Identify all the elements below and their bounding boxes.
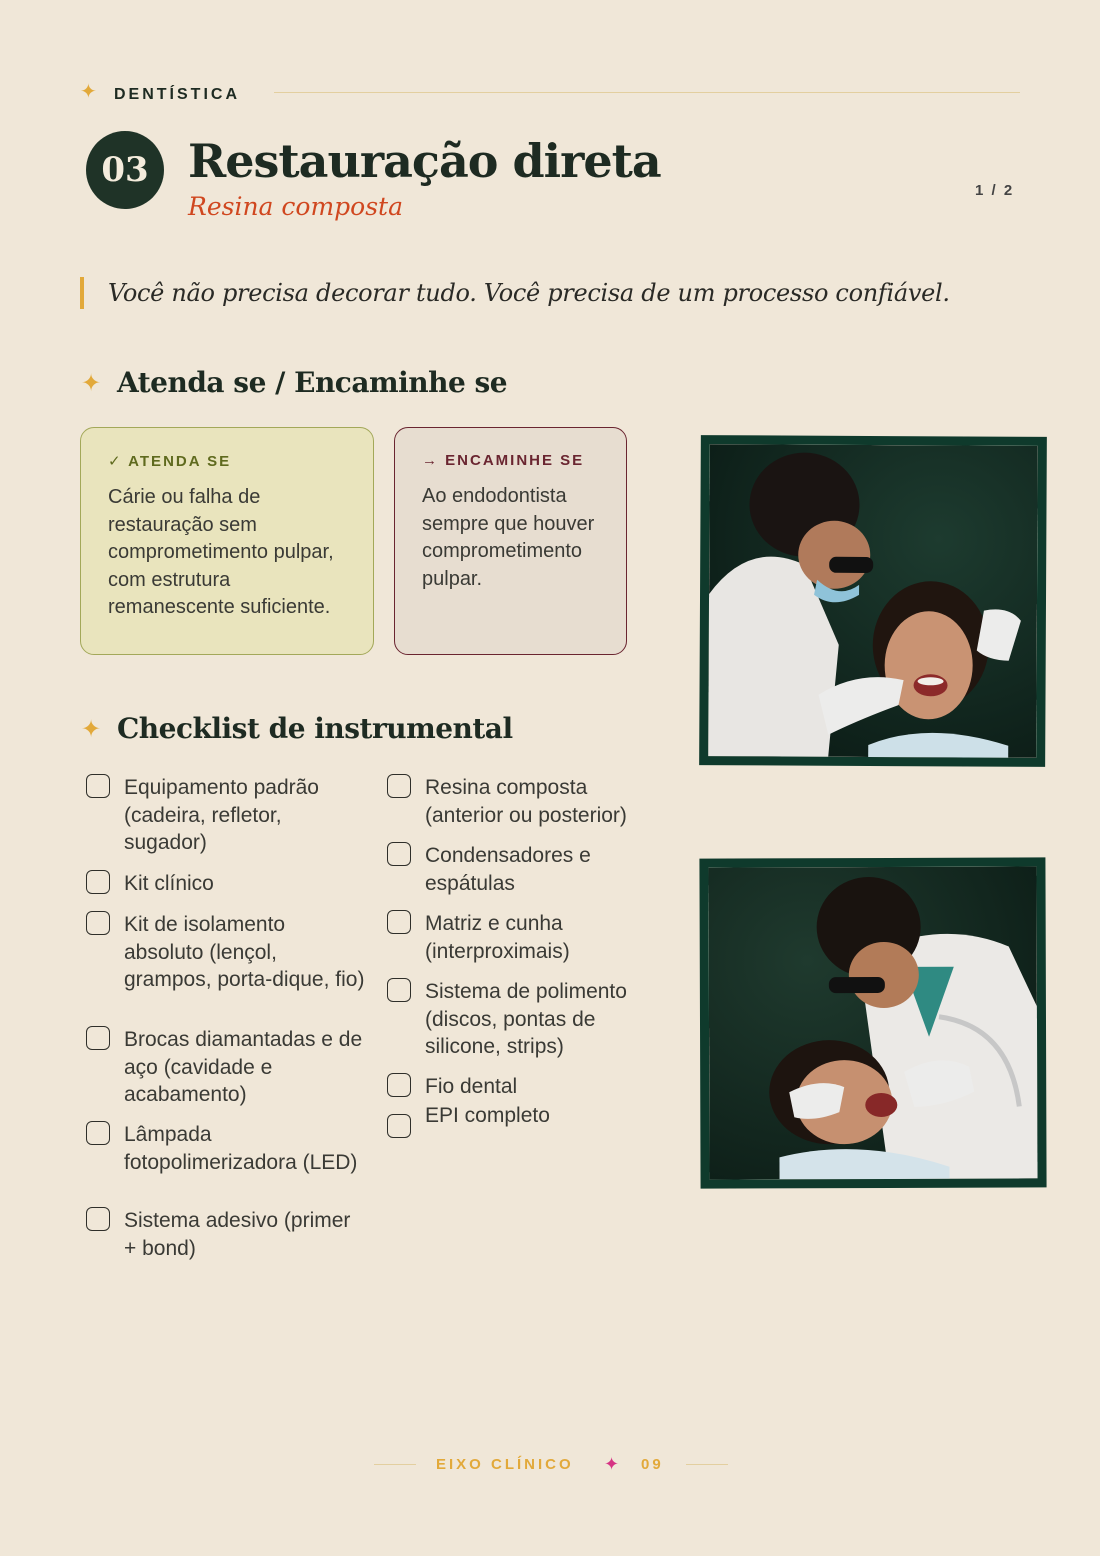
attend-card-label: ✓ ATENDA SE <box>108 453 232 470</box>
checkbox[interactable] <box>387 842 411 866</box>
refer-card <box>394 427 627 655</box>
pull-quote: Você não precisa decorar tudo. Você precisa de um processo confiável. <box>108 279 950 307</box>
attend-card-text: Cárie ou falha de restauração sem comprometimento pulpar, com estrutura remanescente suficiente. <box>108 486 334 618</box>
checklist-item[interactable] <box>387 1073 647 1101</box>
section-label: DENTÍSTICA <box>114 86 240 103</box>
footer-rule-right <box>686 1464 728 1465</box>
attend-card <box>80 427 374 655</box>
checklist-item[interactable] <box>387 774 647 829</box>
checklist-label: Resina composta (anterior ou posterior) <box>425 776 627 827</box>
footer-brand: EIXO CLÍNICO <box>436 1456 574 1473</box>
checklist-label: EPI completo <box>425 1104 550 1127</box>
dentist-photo-2 <box>699 857 1046 1188</box>
checkbox[interactable] <box>387 978 411 1002</box>
refer-card-label: → ENCAMINHE SE <box>422 452 585 469</box>
checklist-label: Kit de isolamento absoluto (lençol, grampos, porta-dique, fio) <box>124 913 365 991</box>
checklist-item[interactable] <box>86 774 366 857</box>
checkbox[interactable] <box>387 1114 411 1138</box>
checklist-label: Condensadores e espátulas <box>425 844 591 895</box>
checklist-item[interactable] <box>86 911 366 994</box>
checkbox[interactable] <box>86 1026 110 1050</box>
checklist-label: Brocas diamantadas e de aço (cavidade e acabamento) <box>124 1028 363 1106</box>
checklist-label: Matriz e cunha (interproximais) <box>425 912 570 963</box>
checklist-item[interactable] <box>387 842 647 897</box>
page-subtitle: Resina composta <box>188 192 403 221</box>
checklist-item[interactable] <box>387 978 647 1061</box>
checklist-label: Lâmpada fotopolimerizadora (LED) <box>124 1123 358 1174</box>
section-heading-triage: Atenda se / Encaminhe se <box>117 366 508 399</box>
dentist-photo-1 <box>699 435 1047 767</box>
page-title: Restauração direta <box>188 134 661 188</box>
checklist-label: Sistema de polimento (discos, pontas de silicone, strips) <box>425 980 627 1058</box>
checkbox[interactable] <box>387 774 411 798</box>
page-counter: 1 / 2 <box>975 182 1015 199</box>
checklist-item[interactable] <box>86 870 366 898</box>
checkbox[interactable] <box>387 1073 411 1097</box>
checklist-label: Kit clínico <box>124 872 214 895</box>
sparkle-icon: ✦ <box>81 716 102 743</box>
checklist-item[interactable] <box>387 910 647 965</box>
checklist-label: Equipamento padrão (cadeira, refletor, sugador) <box>124 776 319 854</box>
sparkle-icon: ✦ <box>81 370 102 397</box>
checkbox[interactable] <box>86 1207 110 1231</box>
checkbox[interactable] <box>86 870 110 894</box>
chapter-number-badge: 03 <box>86 131 164 209</box>
checkbox[interactable] <box>86 1121 110 1145</box>
section-heading-checklist: Checklist de instrumental <box>117 712 513 745</box>
sparkle-icon: ✦ <box>604 1454 620 1474</box>
checkbox[interactable] <box>86 911 110 935</box>
checklist-item[interactable] <box>387 1104 647 1138</box>
footer-page-number: 09 <box>641 1456 664 1473</box>
checkbox[interactable] <box>86 774 110 798</box>
header-divider <box>274 92 1020 93</box>
sparkle-icon: ✦ <box>80 81 97 103</box>
checklist-item[interactable] <box>86 1207 366 1262</box>
checklist-label: Sistema adesivo (primer + bond) <box>124 1209 351 1260</box>
checklist-item[interactable] <box>86 1026 366 1109</box>
checklist-item[interactable] <box>86 1121 366 1176</box>
footer-rule-left <box>374 1464 416 1465</box>
checkbox[interactable] <box>387 910 411 934</box>
checklist-label: Fio dental <box>425 1075 518 1098</box>
refer-card-text: Ao endodontista sempre que houver comprometimento pulpar. <box>422 485 595 590</box>
quote-bar <box>80 277 84 309</box>
